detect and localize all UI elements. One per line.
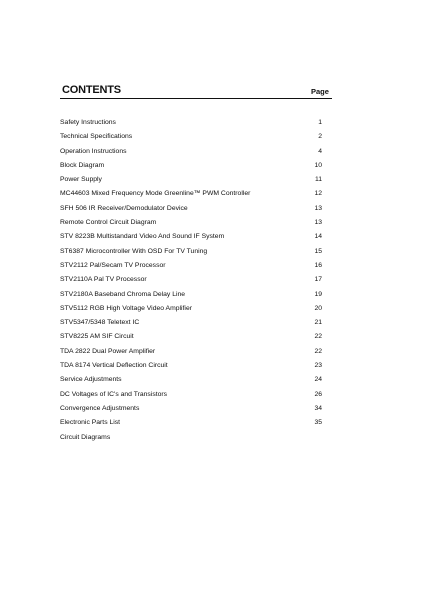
toc-entry <box>60 259 322 273</box>
toc-entry-page-number: 20 <box>314 304 322 312</box>
toc-entry <box>60 330 322 344</box>
page-column-header: Page <box>311 87 329 96</box>
toc-entry-page-number: 34 <box>314 404 322 412</box>
toc-entry <box>60 345 322 359</box>
toc-entry-page-number: 10 <box>314 161 322 169</box>
toc-entry <box>60 216 322 230</box>
toc-entry <box>60 388 322 402</box>
toc-entry-page-number: 26 <box>314 390 322 398</box>
toc-entry <box>60 273 322 287</box>
toc-entry-title: Operation Instructions <box>60 147 127 155</box>
contents-heading: CONTENTS <box>62 84 121 96</box>
toc-entry <box>60 187 322 201</box>
toc-entry-title: Block Diagram <box>60 161 105 169</box>
toc-entry-page-number: 22 <box>314 347 322 355</box>
toc-entry <box>60 288 322 302</box>
toc-entry-title: STV5347/5348 Teletext IC <box>60 319 140 327</box>
toc-entry-title: STV 8223B Multistandard Video And Sound IF System <box>60 233 225 241</box>
toc-entry-title: DC Voltages of IC's and Transistors <box>60 390 168 398</box>
toc-entry-title: STV2180A Baseband Chroma Delay Line <box>60 290 186 298</box>
toc-entry-title: TDA 2822 Dual Power Amplifier <box>60 347 156 355</box>
toc-entry-page-number: 1 <box>318 119 322 126</box>
toc-entry-title: Service Adjustments <box>60 376 122 384</box>
toc-entry <box>60 173 322 187</box>
toc-entry-title: TDA 8174 Vertical Deflection Circuit <box>60 362 168 370</box>
toc-entry-page-number: 12 <box>314 190 322 198</box>
toc-entry-page-number: 11 <box>314 176 322 184</box>
toc-entry-title: Electronic Parts List <box>60 419 121 427</box>
toc-entry-page-number: 13 <box>314 204 322 212</box>
toc-entry <box>60 373 322 387</box>
toc-entry-page-number: 13 <box>314 219 322 227</box>
toc-entry <box>60 359 322 373</box>
toc-entry <box>60 230 322 244</box>
toc-entry-page-number: 17 <box>314 276 322 284</box>
toc-entry <box>60 245 322 259</box>
toc-entry <box>60 402 322 416</box>
toc-entry <box>60 159 322 173</box>
toc-entry-title: Circuit Diagrams <box>60 433 111 441</box>
toc-entry-page-number: 21 <box>314 319 322 327</box>
heading-divider <box>60 98 332 99</box>
toc-entry <box>60 316 322 330</box>
toc-entry-title: MC44603 Mixed Frequency Mode Greenline™ PWM Controller <box>60 190 251 198</box>
toc-entry-title: STV8225 AM SIF Circuit <box>60 333 134 341</box>
toc-entry-page-number: 24 <box>314 376 322 384</box>
table-of-contents <box>60 116 322 445</box>
toc-entry-page-number: 4 <box>318 147 322 155</box>
toc-entry-page-number: 19 <box>314 290 322 298</box>
toc-entry-title: Technical Specifications <box>60 133 133 141</box>
toc-entry-title: Safety Instructions <box>60 119 116 126</box>
toc-entry-title: STV2110A Pal TV Processor <box>60 276 147 284</box>
toc-entry-page-number: 35 <box>314 419 322 427</box>
toc-entry <box>60 130 322 144</box>
toc-entry-title: STV2112 Pal/Secam TV Processor <box>60 261 166 269</box>
toc-entry <box>60 116 322 130</box>
toc-entry <box>60 202 322 216</box>
toc-entry-title: Remote Control Circuit Diagram <box>60 219 157 227</box>
toc-entry-page-number: 14 <box>314 233 322 241</box>
toc-entry-title: Power Supply <box>60 176 102 184</box>
toc-entry-title: STV5112 RGB High Voltage Video Amplifier <box>60 304 192 312</box>
toc-entry <box>60 145 322 159</box>
toc-entry <box>60 431 322 445</box>
toc-entry-page-number: 2 <box>318 133 322 141</box>
toc-entry-page-number: 23 <box>314 362 322 370</box>
toc-entry-page-number: 22 <box>314 333 322 341</box>
toc-entry <box>60 302 322 316</box>
toc-entry-page-number: 16 <box>314 261 322 269</box>
toc-entry-title: Convergence Adjustments <box>60 404 140 412</box>
toc-entry-page-number: 15 <box>314 247 322 255</box>
toc-entry-title: SFH 506 IR Receiver/Demodulator Device <box>60 204 188 212</box>
toc-entry-title: ST6387 Microcontroller With OSD For TV Tuning <box>60 247 208 255</box>
toc-entry <box>60 416 322 430</box>
